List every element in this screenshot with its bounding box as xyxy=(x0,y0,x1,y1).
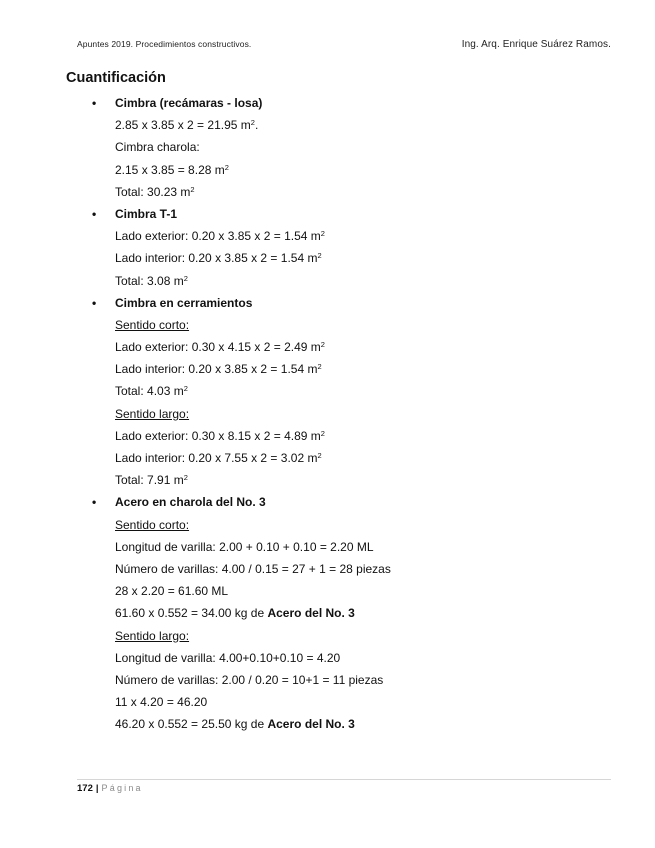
bullet-dot: • xyxy=(92,495,97,510)
section-title: Cuantificación xyxy=(66,70,166,86)
subheading-text: Sentido corto: xyxy=(115,517,190,532)
exponent: 2 xyxy=(320,428,325,438)
content-body xyxy=(0,92,655,735)
result-emphasis: Acero del No. 3 xyxy=(267,606,355,621)
calc-line xyxy=(0,536,655,558)
result-line xyxy=(0,602,655,624)
footer-separator: | xyxy=(95,783,99,794)
bullet-dot: • xyxy=(92,96,97,110)
exponent: 2 xyxy=(317,362,322,372)
calc-line xyxy=(0,159,655,181)
subheading-text: Sentido largo: xyxy=(115,406,190,421)
result-emphasis: Acero del No. 3 xyxy=(267,717,355,732)
bullet-label: Acero en charola del No. 3 xyxy=(115,495,266,510)
calc-line xyxy=(0,358,655,380)
calc-line xyxy=(0,558,655,580)
total-line xyxy=(0,469,655,491)
subheading xyxy=(0,514,655,536)
calc-line xyxy=(0,647,655,669)
page-label: Página xyxy=(101,783,143,793)
exponent: 2 xyxy=(190,184,195,194)
total-line xyxy=(0,181,655,203)
calc-text: Lado exterior: 0.30 x 4.15 x 2 = 2.49 m xyxy=(115,340,321,355)
page-number: 172 xyxy=(77,783,93,794)
calc-text: Total: 30.23 m xyxy=(115,184,191,199)
calc-line xyxy=(0,447,655,469)
bullet-item xyxy=(0,203,655,225)
result-line xyxy=(0,713,655,735)
subheading xyxy=(0,625,655,647)
exponent: 2 xyxy=(183,273,188,283)
calc-line xyxy=(0,114,655,136)
calc-text: Lado interior: 0.20 x 3.85 x 2 = 1.54 m xyxy=(115,362,318,377)
calc-text: Lado interior: 0.20 x 7.55 x 2 = 3.02 m xyxy=(115,451,318,465)
calc-text: 2.15 x 3.85 = 8.28 m xyxy=(115,162,225,177)
calc-text: Lado exterior: 0.20 x 3.85 x 2 = 1.54 m xyxy=(115,229,321,244)
page-footer xyxy=(77,783,143,794)
calc-text: Lado interior: 0.20 x 3.85 x 2 = 1.54 m xyxy=(115,251,318,266)
calc-text: 28 x 2.20 = 61.60 ML xyxy=(115,584,229,599)
calc-text: Número de varillas: 2.00 / 0.20 = 10+1 = 11 piezas xyxy=(115,672,384,687)
total-line xyxy=(0,380,655,402)
calc-line xyxy=(0,425,655,447)
header-left: Apuntes 2019. Procedimientos constructivos. xyxy=(77,39,252,49)
calc-line xyxy=(0,225,655,247)
exponent: 2 xyxy=(183,384,188,394)
subheading xyxy=(0,403,655,425)
calc-text: Total: 3.08 m xyxy=(115,273,184,288)
bullet-item xyxy=(0,491,655,513)
calc-line xyxy=(0,580,655,602)
exponent: 2 xyxy=(320,340,325,350)
exponent: 2 xyxy=(250,118,255,128)
bullet-item xyxy=(0,92,655,114)
calc-text: Longitud de varilla: 2.00 + 0.10 + 0.10 = 2.20 ML xyxy=(115,539,374,554)
calc-text: Total: 4.03 m xyxy=(115,384,184,399)
calc-text: 2.85 x 3.85 x 2 = 21.95 m xyxy=(115,118,251,133)
calc-text: 46.20 x 0.552 = 25.50 kg de xyxy=(115,717,268,732)
header-right: Ing. Arq. Enrique Suárez Ramos. xyxy=(461,39,611,50)
exponent: 2 xyxy=(183,473,188,483)
exponent: 2 xyxy=(317,451,322,460)
calc-line xyxy=(0,669,655,691)
calc-suffix: . xyxy=(254,118,259,133)
footer-divider xyxy=(77,779,611,780)
exponent: 2 xyxy=(224,162,229,172)
bullet-dot: • xyxy=(92,206,97,221)
subheading-text: Sentido largo: xyxy=(115,628,190,643)
calc-text: Número de varillas: 4.00 / 0.15 = 27 + 1 = 28 piezas xyxy=(115,561,391,576)
total-line xyxy=(0,270,655,292)
bullet-label: Cimbra (recámaras - losa) xyxy=(115,96,263,110)
bullet-item xyxy=(0,292,655,314)
subheading xyxy=(0,314,655,336)
calc-line xyxy=(0,336,655,358)
bullet-label: Cimbra en cerramientos xyxy=(115,295,253,310)
calc-line xyxy=(0,247,655,269)
calc-text: Longitud de varilla: 4.00+0.10+0.10 = 4.20 xyxy=(115,650,341,665)
bullet-dot: • xyxy=(92,295,97,310)
calc-text: 11 x 4.20 = 46.20 xyxy=(115,695,208,710)
bullet-label: Cimbra T-1 xyxy=(115,206,178,221)
subheading-text: Sentido corto: xyxy=(115,317,190,332)
exponent: 2 xyxy=(320,229,325,239)
calc-text: Cimbra charola: xyxy=(115,140,200,155)
calc-line xyxy=(0,136,655,158)
calc-text: 61.60 x 0.552 = 34.00 kg de xyxy=(115,606,268,621)
calc-text: Lado exterior: 0.30 x 8.15 x 2 = 4.89 m xyxy=(115,428,321,443)
calc-line xyxy=(0,691,655,713)
calc-text: Total: 7.91 m xyxy=(115,473,184,488)
exponent: 2 xyxy=(317,251,322,261)
